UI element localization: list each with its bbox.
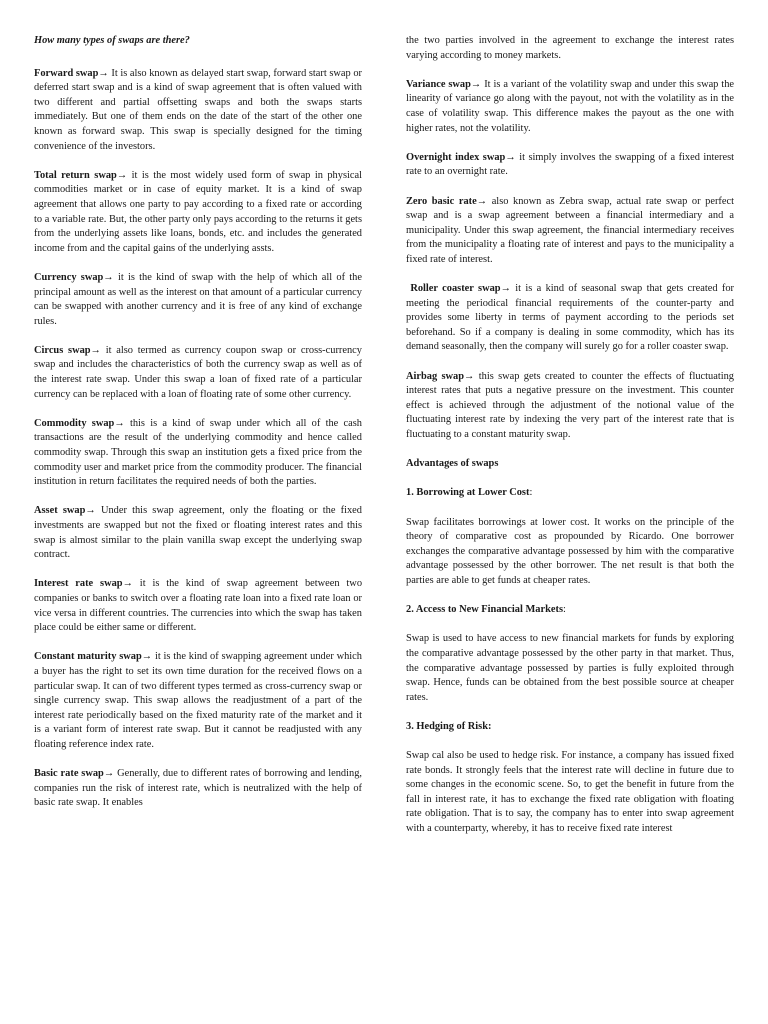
- entry-currency-swap: [34, 271, 362, 329]
- arrow: →: [470, 78, 482, 90]
- arrow: →: [114, 417, 125, 429]
- term: Overnight index swap: [406, 151, 506, 163]
- section-title-access: [406, 603, 734, 618]
- arrow: →: [464, 370, 475, 382]
- basic-rate-continuation: the two parties involved in the agreement to exchange the interest rates varying according to money markets.: [406, 35, 734, 61]
- definition: Under this swap agreement, only the floating or the fixed investments are swapped but not the fixed or floating interest rates and this swap is almost similar to the plain vanilla swap except the underlying swap contract.: [34, 505, 362, 561]
- term: Interest rate swap: [34, 578, 123, 590]
- arrow: →: [98, 67, 109, 79]
- definition: it is the kind of swapping agreement under which a buyer has the right to set its own time duration for the received flows on a particular swap. It can of two different types termed as cross-currency swap or single currency swap. This swap allows the readjustment of a part of the interest rate periodically based on the fixed maturity rate of the market and it is a variant form of interest rate swap. But it cannot be readjusted with any floating reference index rate.: [34, 651, 362, 750]
- arrow: →: [103, 768, 115, 780]
- definition: It is a variant of the volatility swap and under this swap the linearity of variance go along with the payout, not with the volatility as in the case of volatility swap. This difference makes the payout as the one with higher rates, not the volatility.: [406, 78, 734, 134]
- entry-roller-coaster-swap: [406, 282, 734, 355]
- term: Roller coaster swap: [410, 283, 501, 295]
- entry-overnight-index-swap: [406, 151, 734, 180]
- section-title-borrowing: [406, 486, 734, 501]
- section-title-text: 1. Borrowing at Lower Cost: [406, 487, 530, 499]
- term: Total return swap: [34, 169, 117, 181]
- section-title-hedging: [406, 720, 734, 735]
- section-title-colon: :: [563, 604, 566, 616]
- definition: It is also known as delayed start swap, forward start swap or deferred start swap and is a kind of swap agreement that is often valued with two different and partial offsetting swaps and both the swaps starts immediately. But one of them ends on the date of the start of the other one known as forward swap. This swap is specially designed for the timing convenience of the investors.: [34, 67, 362, 152]
- arrow: →: [90, 344, 101, 356]
- definition: it simply involves the swapping of a fixed interest rate to an overnight rate.: [406, 151, 734, 178]
- arrow: →: [85, 505, 96, 517]
- term: Constant maturity swap: [34, 651, 142, 663]
- section-title-text: 2. Access to New Financial Markets: [406, 604, 563, 616]
- section-body-borrowing: Swap facilitates borrowings at lower cost. It works on the principle of the theory of comparative cost as propounded by Ricardo. One borrower exchanges the comparative advantage possessed by him with the comparative advantage possessed by the other borrower. The net result is that both the parties are able to get funds at cheaper rates.: [406, 516, 734, 586]
- term: Variance swap: [406, 78, 471, 90]
- term: Zero basic rate: [406, 195, 477, 207]
- entry-asset-swap: [34, 504, 362, 562]
- arrow: →: [476, 195, 488, 207]
- question-heading: How many types of swaps are there?: [34, 35, 190, 46]
- term: Commodity swap: [34, 417, 115, 429]
- entry-zero-basic-rate: [406, 195, 734, 268]
- arrow: →: [505, 151, 516, 163]
- entry-airbag-swap: [406, 370, 734, 443]
- arrow: →: [500, 283, 511, 295]
- section-body-hedging: Swap cal also be used to hedge risk. For instance, a company has issued fixed rate bonds. It strongly feels that the interest rate will decline in future due to some changes in the economic scene. So, to get the benefit in future from the fall in interest rate, it has to exchange the fixed rate obligation with floating rate obligation. That is to say, the company has to enter into swap agreement with a counterparty, whereby, it has to receive fixed rate interest: [406, 750, 734, 835]
- entry-circus-swap: [34, 344, 362, 402]
- definition: this is a kind of swap under which all of the cash transactions are the result of the underlying commodity and hence called commodity swap. Through this swap an institution gets a fixed price from the commodity user and market price from the commodity producer. The financial institution in return facilitates the required needs of both the parties.: [34, 417, 362, 488]
- arrow: →: [103, 271, 114, 283]
- term: Forward swap: [34, 67, 99, 79]
- section-title-colon: :: [529, 487, 533, 499]
- definition: it also termed as currency coupon swap or cross-currency swap and includes the characteristics of both the currency swap as well as of the interest rate swap. Under this swap a loan of fixed rate of a particular currency can be replaced with a loan of floating rate of some other currency.: [34, 344, 362, 400]
- term: Circus swap: [34, 344, 91, 356]
- entry-forward-swap: [34, 67, 362, 155]
- entry-basic-rate-swap: [34, 767, 362, 811]
- arrow: →: [141, 651, 153, 663]
- definition: Generally, due to different rates of borrowing and lending, companies run the risk of interest rate, which is neutralized with the help of basic rate swap. It enables: [34, 768, 362, 809]
- arrow: →: [116, 169, 128, 181]
- entry-commodity-swap: [34, 417, 362, 490]
- left-column: [34, 34, 362, 825]
- arrow: →: [122, 578, 133, 590]
- entry-interest-rate-swap: [34, 577, 362, 635]
- section-body-access: Swap is used to have access to new financial markets for funds by exploring the comparative advantage possessed by the other party in that market. Thus, the comparative advantage possessed by parties is fully exploited through swap. Hence, funds can be obtained from the best possible source at cheaper rates.: [406, 633, 734, 703]
- section-title-text: 3. Hedging of Risk:: [406, 720, 492, 732]
- term: Asset swap: [34, 505, 86, 517]
- advantages-heading: Advantages of swaps: [406, 458, 499, 470]
- definition: it is the most widely used form of swap in physical commodities market or in case of equity market. It is a kind of swap agreement that allows one party to pay according to a fixed rate or according to a variable rate. But, the other party only pays according to the returns it gets from the underlying assets like loans, bonds, etc. and includes the generated income from and the capital gains of the underlying assts.: [34, 169, 362, 254]
- term: Airbag swap: [406, 370, 465, 382]
- entry-constant-maturity-swap: [34, 650, 362, 752]
- definition: also known as Zebra swap, actual rate swap or perfect swap and is a swap agreement between a financial intermediary and a municipality. Under this swap agreement, the financial intermediary receives from the municipality a floating rate of interest and pays to the municipality a fixed rate of interest.: [406, 195, 734, 265]
- term: Basic rate swap: [34, 768, 104, 780]
- term: Currency swap: [34, 271, 104, 283]
- definition: it is a kind of seasonal swap that gets created for meeting the periodical financial requirements of the counter-party and provides some liberty in terms of payment according to the periods set beforehand. So if a company is dealing in some commodity, which has its demand seasonally, then the company will surely go for a roller coaster swap.: [406, 283, 734, 353]
- definition: it is the kind of swap with the help of which all of the principal amount as well as the interest on that amount of a particular currency can be swapped with another currency and it is free of any kind of exchange rules.: [34, 271, 362, 327]
- definition: this swap gets created to counter the effects of fluctuating interest rates that puts a negative pressure on the investment. This counter effect is achieved through the adjustment of the notional value of the fluctuating interest rate by indexing the very part of the interest rate that is fluctuating to a constant maturity swap.: [406, 370, 734, 441]
- entry-variance-swap: [406, 78, 734, 136]
- definition: it is the kind of swap agreement between two companies or banks to switch over a floating rate loan into a fixed rate loan or vice versa in different countries. The currencies into which the swap has taken place could be either same or different.: [34, 578, 363, 634]
- right-column: [406, 34, 734, 851]
- entry-total-return-swap: [34, 169, 362, 257]
